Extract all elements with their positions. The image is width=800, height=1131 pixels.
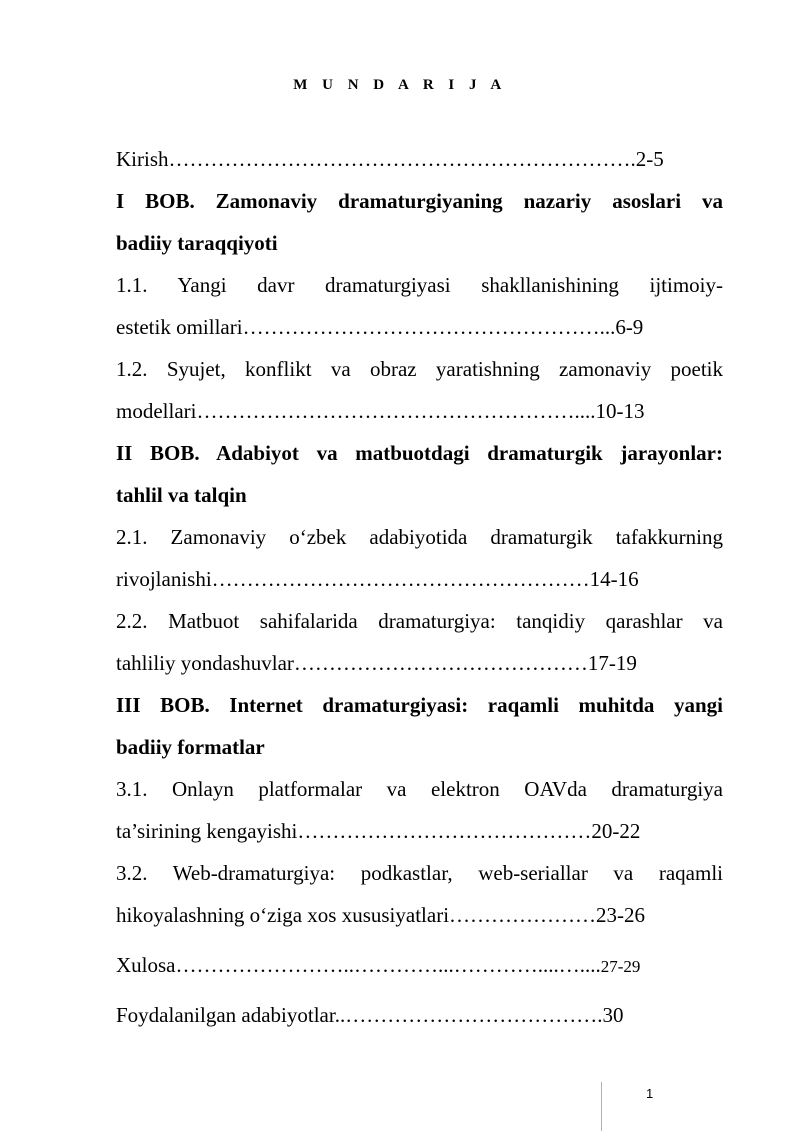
table-of-contents <box>116 138 723 1036</box>
chapter-3-heading-line2: badiiy formatlar <box>116 735 265 759</box>
toc-entry-text: modellari <box>116 399 197 423</box>
toc-dots: …………………………………… <box>297 819 592 843</box>
toc-dots: ……………………………………………… <box>211 567 590 591</box>
toc-page-range: 14-16 <box>589 567 639 591</box>
section-1-1-line2 <box>116 306 723 348</box>
toc-entry-text: Foydalanilgan adabiyotlar.. <box>116 1003 346 1027</box>
toc-entry-text: rivojlanishi <box>116 567 212 591</box>
toc-page-range: 20-22 <box>591 819 641 843</box>
section-3-1-line1: 3.1. Onlayn platformalar va elektron OAVda dramaturgiya <box>116 777 723 801</box>
footer-divider <box>601 1082 602 1131</box>
toc-page-range: 27-29 <box>600 957 641 976</box>
chapter-2-heading-line2: tahlil va talqin <box>116 483 247 507</box>
toc-entry-text: tahliliy yondashuvlar <box>116 651 294 675</box>
toc-page-range: 6-9 <box>615 315 644 339</box>
section-3-2-line1: 3.2. Web-dramaturgiya: podkastlar, web-seriallar va raqamli <box>116 861 723 885</box>
toc-page-range: 2-5 <box>635 147 664 171</box>
section-3-2-line2 <box>116 894 723 936</box>
toc-page-range: 17-19 <box>587 651 637 675</box>
toc-page-range: 10-13 <box>595 399 645 423</box>
toc-entry-text: hikoyalashning o‘ziga xos xususiyatlari <box>116 903 450 927</box>
toc-dots: …………………………………………………………. <box>168 147 636 171</box>
toc-entry-text: Xulosa <box>116 953 176 977</box>
toc-dots: ……………………..…………...…………....….... <box>175 953 601 977</box>
toc-title: M U N D A R I J A <box>293 77 507 93</box>
toc-page-range: 23-26 <box>596 903 646 927</box>
chapter-3-heading-line1: III BOB. Internet dramaturgiyasi: raqamli muhitda yangi <box>116 693 723 717</box>
toc-dots: ………………… <box>449 903 597 927</box>
toc-entry-text: estetik omillari <box>116 315 243 339</box>
toc-dots: ……………………………………………….... <box>196 399 596 423</box>
toc-entry-text: Kirish <box>116 147 169 171</box>
chapter-2-heading-line1: II BOB. Adabiyot va matbuotdagi dramaturgik jarayonlar: <box>116 441 723 465</box>
section-2-2-line2 <box>116 642 723 684</box>
chapter-1-heading-line2: badiiy taraqqiyoti <box>116 231 278 255</box>
section-3-1-line2 <box>116 810 723 852</box>
toc-entry-xulosa <box>116 944 723 986</box>
chapter-1-heading-line1: I BOB. Zamonaviy dramaturgiyaning nazariy asoslari va <box>116 189 723 213</box>
toc-dots: ………………………………. <box>345 1003 603 1027</box>
section-2-1-line1: 2.1. Zamonaviy o‘zbek adabiyotida dramaturgik tafakkurning <box>116 525 723 549</box>
section-1-2-line1: 1.2. Syujet, konflikt va obraz yaratishning zamonaviy poetik <box>116 357 723 381</box>
section-2-2-line1: 2.2. Matbuot sahifalarida dramaturgiya: tanqidiy qarashlar va <box>116 609 723 633</box>
toc-entry-references <box>116 994 723 1036</box>
toc-dots: …………………………………… <box>293 651 588 675</box>
section-1-1-line1: 1.1. Yangi davr dramaturgiyasi shakllanishining ijtimoiy- <box>116 273 723 297</box>
section-2-1-line2 <box>116 558 723 600</box>
toc-entry-text: ta’sirining kengayishi <box>116 819 298 843</box>
page-number: 1 <box>646 1086 654 1101</box>
toc-page-range: 30 <box>602 1003 624 1027</box>
toc-entry-kirish <box>116 138 723 180</box>
toc-dots: ……………………………………………... <box>242 315 616 339</box>
section-1-2-line2 <box>116 390 723 432</box>
